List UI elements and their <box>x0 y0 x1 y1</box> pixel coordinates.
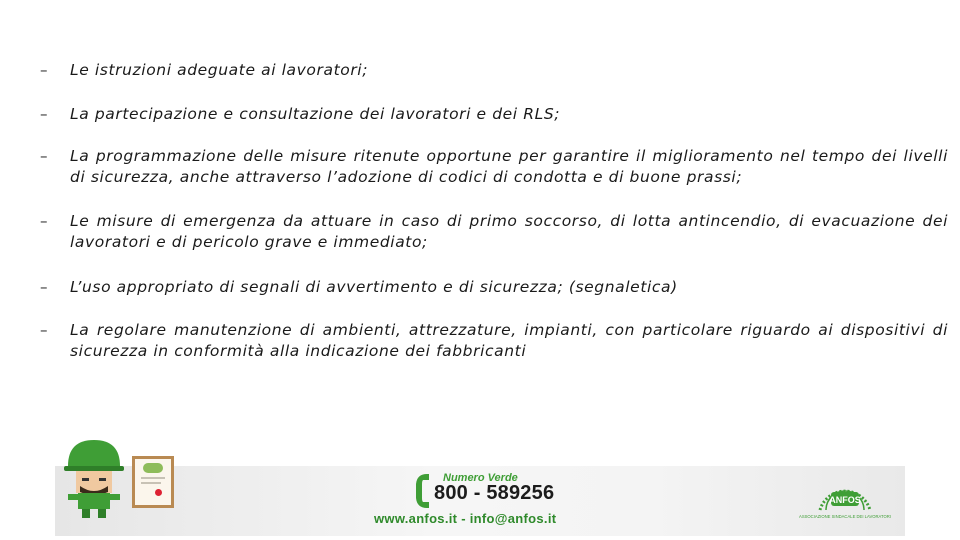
bullet-text: L’uso appropriato di segnali di avvertimento e di sicurezza; (segnaletica) <box>70 278 678 296</box>
bullet-item <box>40 277 948 298</box>
bullet-marker: – <box>40 278 48 296</box>
bullet-text: La programmazione delle misure ritenute opportune per garantire il miglioramento nel tempo dei livelli di sicurezza, anche attraverso l’adozione di codici di condotta e di buone prassi; <box>70 147 948 186</box>
mascot-illustration <box>62 436 126 518</box>
numero-verde-block <box>413 472 573 512</box>
phone-icon <box>413 472 431 510</box>
bullet-text: La partecipazione e consultazione dei lavoratori e dei RLS; <box>70 105 561 123</box>
bullet-marker: – <box>40 147 48 165</box>
bullet-text: Le istruzioni adeguate ai lavoratori; <box>70 61 369 79</box>
bullet-marker: – <box>40 212 48 230</box>
bullet-item <box>40 211 948 253</box>
certificate-logo <box>143 463 163 473</box>
anfos-seal-logo <box>799 470 891 526</box>
bullet-marker: – <box>40 321 48 339</box>
contacts-text: www.anfos.it - info@anfos.it <box>374 511 557 526</box>
phone-number: 800 - 589256 <box>434 482 555 504</box>
seal-caption-text: ASSOCIAZIONE SINDACALE DEI LAVORATORI <box>799 514 891 519</box>
bullet-text: Le misure di emergenza da attuare in caso di primo soccorso, di lotta antincendio, di evacuazione dei lavoratori e di pericolo grave e immediato; <box>70 212 948 251</box>
certificate-illustration <box>132 456 174 508</box>
bullet-item <box>40 320 948 362</box>
bullet-item <box>40 146 948 188</box>
numero-verde-label: Numero Verde <box>443 472 518 484</box>
bullet-item <box>40 60 948 81</box>
certificate-seal <box>155 489 162 496</box>
bullet-text: La regolare manutenzione di ambienti, attrezzature, impianti, con particolare riguardo ai dispositivi di sicurezza in conformità alla indicazione dei fabbricanti <box>70 321 948 360</box>
seal-brand-text: ANFOS <box>829 495 861 505</box>
bullet-item <box>40 104 948 125</box>
bullet-marker: – <box>40 61 48 79</box>
certificate-line <box>141 482 161 484</box>
bullet-marker: – <box>40 105 48 123</box>
certificate-line <box>141 477 165 479</box>
